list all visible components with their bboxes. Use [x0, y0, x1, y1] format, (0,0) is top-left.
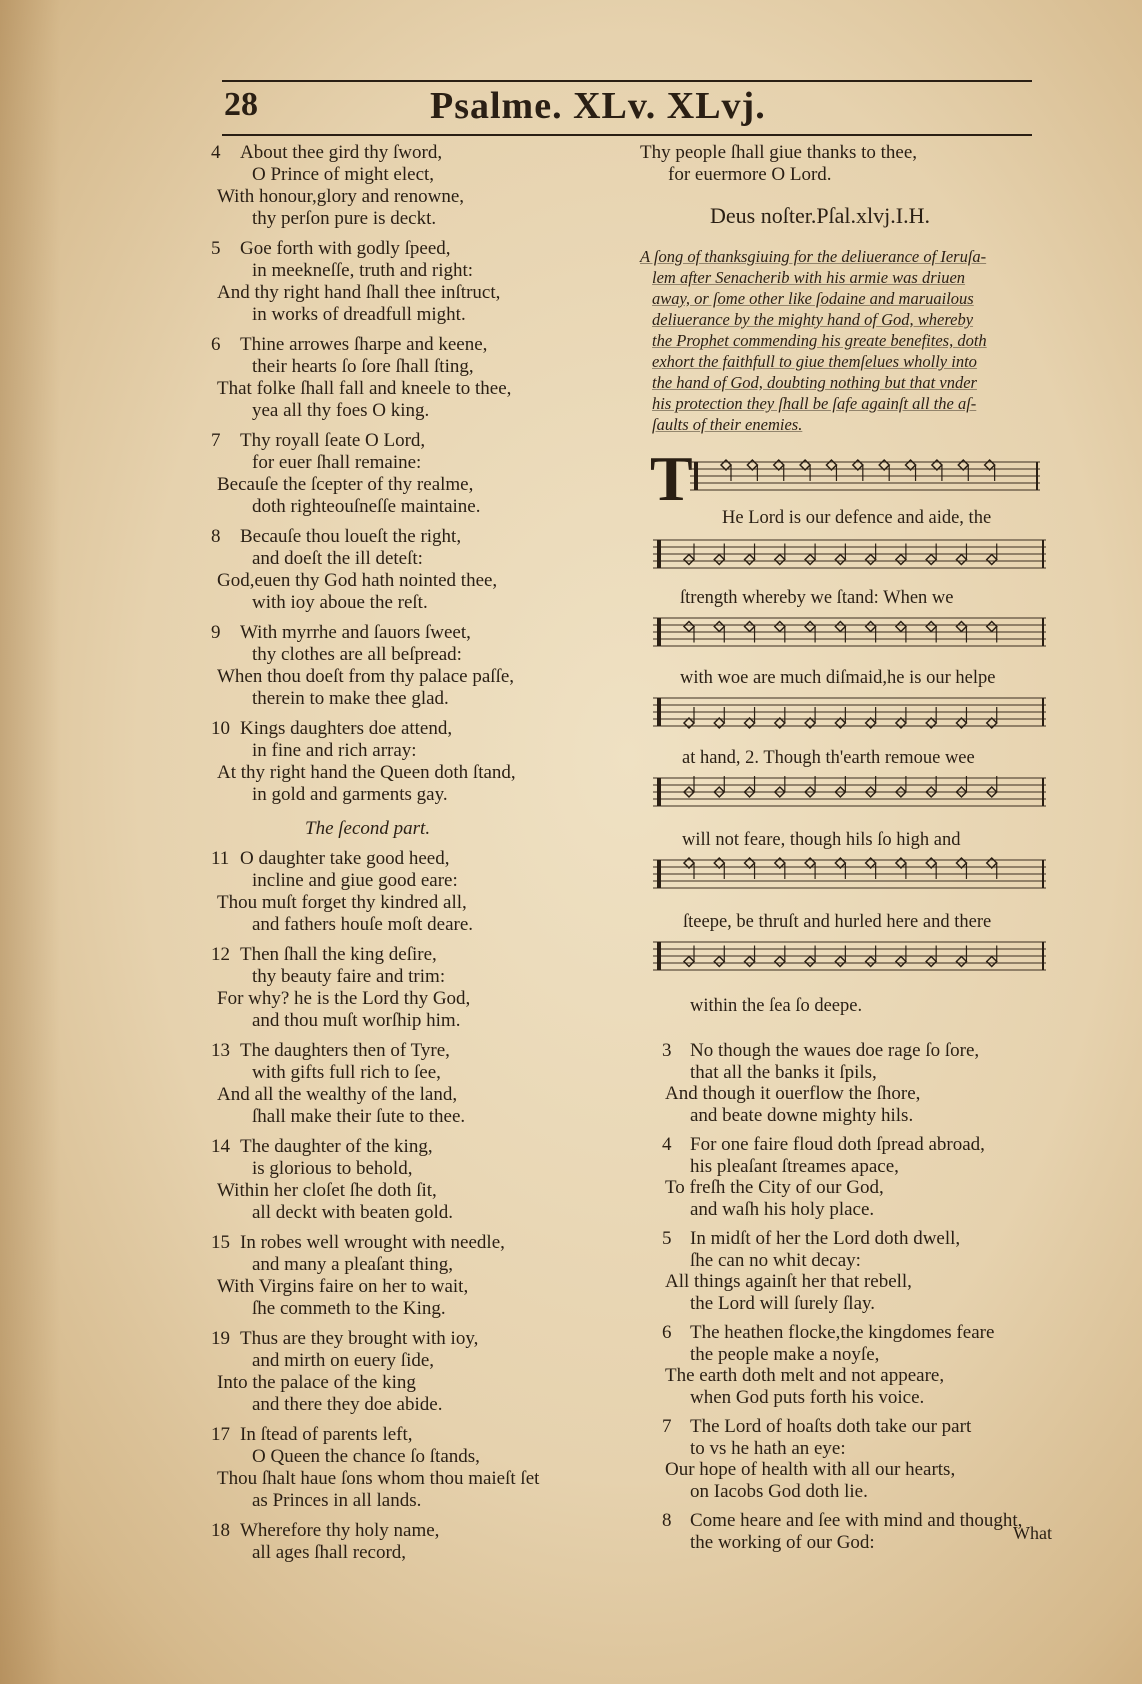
- verse-line: With Virgins faire on her to wait,: [217, 1276, 469, 1297]
- verse-number: 18: [211, 1520, 230, 1541]
- verse-line: O Queen the chance ſo ſtands,: [252, 1446, 480, 1467]
- verse-line: and there they doe abide.: [252, 1394, 443, 1415]
- verse-number: 13: [211, 1040, 230, 1061]
- verse-line: Thine arrowes ſharpe and keene,: [240, 334, 488, 355]
- verse-line: Within her cloſet ſhe doth ſit,: [217, 1180, 437, 1201]
- verse-line: as Princes in all lands.: [252, 1490, 422, 1511]
- argument-line: ſaults of their enemies.: [652, 415, 803, 434]
- verse-number: 7: [662, 1416, 672, 1437]
- verse-line: in works of dreadfull might.: [252, 304, 466, 325]
- verse-line: his pleaſant ſtreames apace,: [690, 1155, 899, 1177]
- verse-line: with gifts full rich to ſee,: [252, 1062, 441, 1083]
- verse-line: thy perſon pure is deckt.: [252, 208, 437, 229]
- verse-line: that all the banks it ſpils,: [690, 1061, 877, 1083]
- verse-number: 17: [211, 1424, 230, 1445]
- verse-line: ſhall make their ſute to thee.: [252, 1106, 466, 1127]
- verse-line: Our hope of health with all our hearts,: [665, 1459, 956, 1480]
- argument-line: deliuerance by the mighty hand of God, whereby: [652, 310, 974, 329]
- psalm-heading: Deus noſter.Pſal.xlvj.I.H.: [710, 203, 930, 228]
- verse-line: Thus are they brought with ioy,: [240, 1328, 479, 1349]
- header-bottom-rule: [222, 134, 1032, 136]
- verse-line: and beate downe mighty hils.: [690, 1104, 914, 1126]
- verse-line: Thou muſt forget thy kindred all,: [217, 892, 467, 913]
- verse-line: and many a pleaſant thing,: [252, 1254, 454, 1275]
- verse-line: For why? he is the Lord thy God,: [217, 988, 471, 1009]
- verse-line: ſhe commeth to the King.: [252, 1298, 446, 1319]
- verse-line: on Iacobs God doth lie.: [690, 1480, 868, 1502]
- music-staff: [653, 774, 1046, 810]
- argument-line: A ſong of thanksgiuing for the deliuerance of Ieruſa-: [640, 247, 987, 266]
- music-lyric: He Lord is our defence and aide, the: [722, 508, 992, 528]
- verse-line: in meekneſſe, truth and right:: [252, 260, 474, 281]
- verse-line: Wherefore thy holy name,: [240, 1520, 440, 1541]
- header-top-rule: [222, 80, 1032, 82]
- page-number: 28: [224, 86, 258, 123]
- music-staff: [653, 856, 1046, 892]
- second-part-heading: The ſecond part.: [305, 818, 431, 839]
- music-staff: [653, 536, 1046, 572]
- verse-line: thy clothes are all beſpread:: [252, 644, 462, 665]
- verse-line: O Prince of might elect,: [252, 164, 435, 185]
- verse-line: Thy royall ſeate O Lord,: [240, 430, 426, 451]
- verse-line: In robes well wrought with needle,: [240, 1232, 505, 1253]
- verse-line: God,euen thy God hath nointed thee,: [217, 570, 498, 591]
- verse-line: thy beauty faire and trim:: [252, 966, 446, 987]
- verse-number: 5: [211, 238, 221, 259]
- verse-number: 19: [211, 1328, 230, 1349]
- verse-line: all deckt with beaten gold.: [252, 1202, 454, 1223]
- argument-line: exhort the faithfull to giue themſelues wholly into: [652, 352, 977, 371]
- catchword: What: [1013, 1523, 1052, 1543]
- verse-line: O daughter take good heed,: [240, 848, 450, 869]
- verse-line: To freſh the City of our God,: [665, 1177, 884, 1198]
- verse-line: when God puts forth his voice.: [690, 1386, 925, 1408]
- verse-line: to vs he hath an eye:: [690, 1437, 846, 1459]
- verse-number: 7: [211, 430, 221, 451]
- music-lyric: ſtrength whereby we ſtand: When we: [680, 588, 954, 608]
- verse-line: doth righteouſneſſe maintaine.: [252, 496, 481, 517]
- verse-number: 10: [211, 718, 230, 739]
- verse-line: all ages ſhall record,: [252, 1542, 407, 1563]
- argument-line: his protection they ſhall be ſafe againſt all the aſ-: [652, 394, 977, 413]
- music-staff: [653, 938, 1046, 974]
- verse-line: About thee gird thy ſword,: [240, 142, 443, 163]
- music-staff: [653, 614, 1046, 650]
- music-staff: [653, 694, 1046, 730]
- verse-line: Kings daughters doe attend,: [240, 718, 453, 739]
- verse-number: 4: [211, 142, 221, 163]
- verse-line: That folke ſhall fall and kneele to thee,: [217, 378, 512, 399]
- verse-line: incline and giue good eare:: [252, 870, 458, 891]
- verse-line: for euer ſhall remaine:: [252, 452, 422, 473]
- verse-line: Becauſe the ſcepter of thy realme,: [217, 474, 474, 495]
- verse-line: When thou doeſt from thy palace paſſe,: [217, 666, 515, 687]
- verse-line: Goe forth with godly ſpeed,: [240, 238, 451, 259]
- verse-line: And though it ouerflow the ſhore,: [665, 1083, 921, 1104]
- verse-line: and doeſt the ill deteſt:: [252, 548, 423, 569]
- music-lyric: with woe are much diſmaid,he is our helpe: [680, 668, 996, 688]
- page-header: [220, 84, 1030, 134]
- running-title: Psalme. XLv. XLvj.: [430, 85, 766, 127]
- verse-line: The earth doth melt and not appeare,: [665, 1365, 945, 1386]
- verse-number: 12: [211, 944, 230, 965]
- verse-number: 8: [662, 1510, 672, 1531]
- verse-line: And thy right hand ſhall thee inſtruct,: [217, 282, 501, 303]
- page-edge-shadow: [0, 0, 60, 1684]
- verse-line: No though the waues doe rage ſo ſore,: [690, 1040, 980, 1061]
- verse-line: Into the palace of the king: [217, 1372, 416, 1393]
- music-lyric: ſteepe, be thruſt and hurled here and there: [683, 912, 992, 932]
- verse-line: The daughter of the king,: [240, 1136, 433, 1157]
- psalm-argument: [640, 246, 1050, 435]
- verse-number: 14: [211, 1136, 230, 1157]
- verse-line: With honour,glory and renowne,: [217, 186, 464, 207]
- verse-line: Then ſhall the king deſire,: [240, 944, 437, 965]
- argument-line: away, or ſome other like ſodaine and maruailous: [652, 289, 974, 308]
- verse-line: and fathers houſe moſt deare.: [252, 914, 474, 935]
- verse-line: the Lord will ſurely ſlay.: [690, 1292, 876, 1314]
- argument-line: lem after Senacherib with his armie was driuen: [652, 268, 966, 287]
- music-lyric: at hand, 2. Though th'earth remoue wee: [682, 748, 975, 768]
- verse-line: is glorious to behold,: [252, 1158, 413, 1179]
- verse-line: At thy right hand the Queen doth ſtand,: [217, 762, 516, 783]
- verse-line: The heathen flocke,the kingdomes feare: [690, 1322, 995, 1343]
- verse-line: ſhe can no whit decay:: [690, 1249, 861, 1271]
- verse-number: 15: [211, 1232, 230, 1253]
- verse-line: In ſtead of parents left,: [240, 1424, 413, 1445]
- verse-line: For one faire floud doth ſpread abroad,: [690, 1134, 985, 1155]
- argument-line: the hand of God, doubting nothing but that vnder: [652, 373, 977, 392]
- verse-line: in gold and garments gay.: [252, 784, 448, 805]
- verse-line: In midſt of her the Lord doth dwell,: [690, 1228, 961, 1249]
- verse-line: All things againſt her that rebell,: [665, 1271, 912, 1292]
- verse-line: and waſh his holy place.: [690, 1198, 875, 1220]
- verse-line: their hearts ſo ſore ſhall ſting,: [252, 356, 474, 377]
- verse-line: The Lord of hoaſts doth take our part: [690, 1416, 972, 1437]
- verse-line: And all the wealthy of the land,: [217, 1084, 458, 1105]
- verse-line: the people make a noyſe,: [690, 1343, 880, 1365]
- verse-number: 6: [662, 1322, 672, 1343]
- verse-number: 3: [662, 1040, 672, 1061]
- verse-number: 11: [211, 848, 230, 869]
- verse-number: 6: [211, 334, 221, 355]
- verse-line: in fine and rich array:: [252, 740, 417, 761]
- verse-line: With myrrhe and ſauors ſweet,: [240, 622, 471, 643]
- verse-line: and thou muſt worſhip him.: [252, 1010, 461, 1031]
- verse-line: Thy people ſhall giue thanks to thee,: [640, 142, 918, 163]
- verse-line: the working of our God:: [690, 1531, 875, 1553]
- verse-line: Come heare and ſee with mind and thought,: [690, 1510, 1023, 1531]
- verse-number: 8: [211, 526, 221, 547]
- music-staff: [690, 458, 1040, 494]
- verse-line: Thou ſhalt haue ſons whom thou maieſt ſet: [217, 1468, 540, 1489]
- music-lyric: will not feare, though hils ſo high and: [682, 830, 961, 850]
- drop-cap: T: [650, 443, 693, 514]
- verse-line: therein to make thee glad.: [252, 688, 449, 709]
- verse-number: 9: [211, 622, 221, 643]
- verse-line: The daughters then of Tyre,: [240, 1040, 450, 1061]
- verse-line: and mirth on euery ſide,: [252, 1350, 435, 1371]
- verse-line: yea all thy foes O king.: [252, 400, 430, 421]
- verse-line: Becauſe thou loueſt the right,: [240, 526, 462, 547]
- verse-number: 5: [662, 1228, 672, 1249]
- verse-line: with ioy aboue the reſt.: [252, 592, 428, 613]
- music-lyric: within the ſea ſo deepe.: [690, 996, 863, 1016]
- argument-line: the Prophet commending his greate benefites, doth: [652, 331, 987, 350]
- verse-line: for euermore O Lord.: [668, 164, 832, 185]
- verse-number: 4: [662, 1134, 672, 1155]
